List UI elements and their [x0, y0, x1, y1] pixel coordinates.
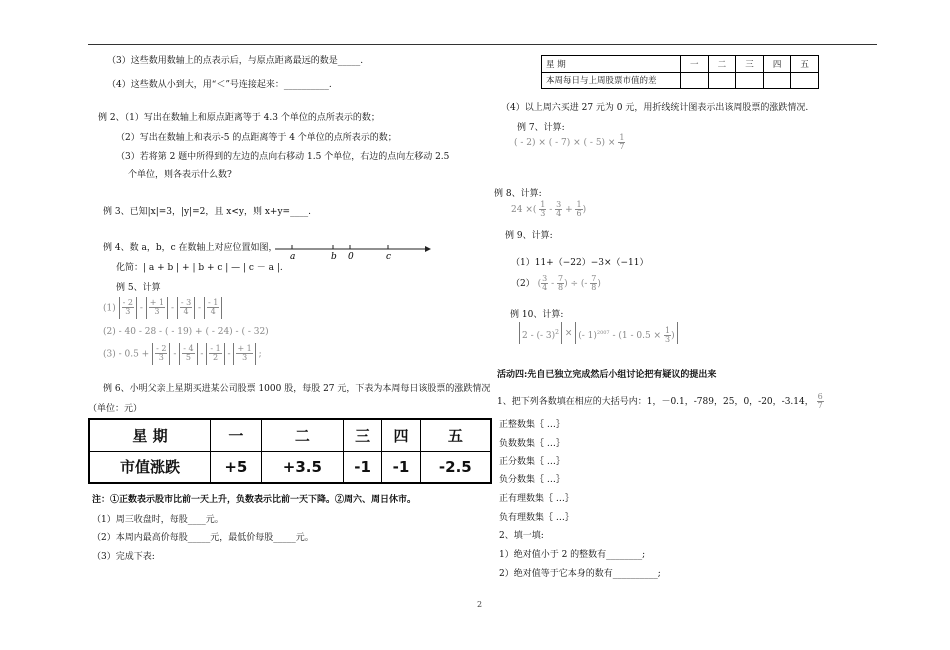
example-2-part-1: 例 2、（1）写出在数轴上和原点距离等于 4.3 个单位的点所表示的数；: [98, 113, 380, 123]
numline-label-b: b: [331, 252, 337, 262]
example-4-simplify: 化简：| a + b | + | b + c | — | c － a |.: [116, 263, 283, 273]
example-7: 例 7、计算:: [517, 123, 565, 133]
expr-3-prefix: (3) - 0.5 +: [103, 349, 150, 360]
table-cell: 市值涨跌: [89, 451, 211, 483]
set-negative-fractions: 负分数集｛ …｝: [499, 475, 565, 485]
table-cell: 二: [708, 56, 736, 73]
table-cell: 四: [763, 56, 791, 73]
example-4: 例 4、数 a，b，c 在数轴上对应位置如图，: [103, 243, 278, 253]
stock-change-table: [88, 418, 492, 484]
header-rule: [88, 44, 877, 45]
stock-question-1: （1）周三收盘时，每股____元。: [92, 515, 224, 525]
example-5: 例 5、计算: [116, 283, 161, 293]
expr-8-prefix: 24 ×(: [511, 205, 537, 215]
example-5-expr-3: (3) - 0.5 + $\frac{- 2}{3}$ - $\frac{- 4}{5}$ - $\frac{- 1}{2}$ - $\frac{+ 1}{3}$ ;: [103, 343, 262, 365]
table-cell: 二: [261, 419, 343, 451]
example-5-expr-1: (1) $\frac{- 2}{3}$ - $\frac{+ 1}{3}$ - $\frac{- 3}{4}$ - $\frac{- 1}{4}$: [103, 297, 222, 319]
problem-1-text: 1、把下列各数填在相应的大括号内：1，－0.1，-789，25，0，-20，-3.14，: [497, 397, 814, 407]
table-cell: [791, 72, 819, 89]
table-cell: 三: [343, 419, 381, 451]
table-cell: +3.5: [261, 451, 343, 483]
question-4: （4）这些数从小到大，用“＜”号连接起来：__________.: [107, 80, 332, 90]
example-2-part-2: （2）写出在数轴上和表示-5 的点距离等于 4 个单位的点所表示的数；: [116, 133, 397, 143]
problem-2-part-1: 1）绝对值小于 2 的整数有________;: [499, 550, 646, 560]
set-negative-rationals: 负有理数集｛ …｝: [499, 513, 574, 523]
problem-1: 1、把下列各数填在相应的大括号内：1，－0.1，-789，25，0，-20，-3.14， $\frac{6}{7}$: [497, 392, 823, 410]
table-row: [542, 72, 819, 89]
table-cell: [763, 72, 791, 89]
table-cell: +5: [211, 451, 262, 483]
set-positive-fractions: 正分数集｛ …｝: [499, 457, 565, 467]
page-number: 2: [477, 600, 483, 609]
example-10-expr: 2 - (- 3)$^2$ × (- 1)$^{2007}$ - (1 - 0.5 × $\frac{1}{3}$ ): [519, 322, 678, 344]
expr-9-2-prefix: （2）: [511, 279, 535, 289]
example-5-expr-2: (2) - 40 - 28 - ( - 19) + ( - 24) - ( - 32): [103, 327, 269, 337]
example-6-line-1: 例 6、小明父亲上星期买进某公司股票 1000 股，每股 27 元，下表为本周每日该股票的涨跌情况: [103, 384, 491, 394]
example-6-unit: （单位：元）: [88, 404, 143, 414]
table-cell: [708, 72, 736, 89]
weekly-difference-table: [541, 55, 819, 89]
table-cell: -1: [382, 451, 420, 483]
table-header-row: [89, 419, 491, 451]
expr-7-body: ( - 2) × ( - 7) × ( - 5) ×: [514, 138, 616, 148]
table-cell: 四: [382, 419, 420, 451]
stock-question-4: （4）以上周六买进 27 元为 0 元，用折线统计图表示出该周股票的涨跌情况.: [501, 103, 809, 113]
table-cell: 三: [736, 56, 764, 73]
example-9-part-1: （1）11+（−22）−3×（−11）: [511, 258, 649, 268]
expr-1-prefix: (1): [103, 303, 116, 314]
example-2-part-3a: （3）若将第 2 题中所得到的左边的点向右移动 1.5 个单位，右边的点向左移动 2.5: [116, 152, 450, 162]
example-8-expr: 24 ×( $\frac{1}{3}$ - $\frac{3}{4}$ + $\frac{1}{6}$ ): [511, 200, 587, 218]
number-line-diagram: [275, 240, 435, 270]
table-cell: 星 期: [89, 419, 211, 451]
table-cell: 五: [420, 419, 491, 451]
activity-4-heading: 活动四:先自已独立完成然后小组讨论把有疑议的提出来: [497, 370, 717, 380]
stock-question-2: （2）本周内最高价每股_____元，最低价每股_____元。: [92, 533, 314, 543]
set-positive-rationals: 正有理数集｛ …｝: [499, 494, 574, 504]
example-9: 例 9、计算:: [505, 231, 553, 241]
table-cell: -2.5: [420, 451, 491, 483]
table-cell: 五: [791, 56, 819, 73]
table-cell: [736, 72, 764, 89]
set-positive-integers: 正整数集｛ …｝: [499, 420, 565, 430]
table-cell: 星 期: [542, 56, 681, 73]
table-header-row: [542, 56, 819, 73]
table-cell: [681, 72, 709, 89]
problem-2-part-2: 2）绝对值等于它本身的数有__________;: [499, 569, 661, 579]
example-9-part-2: （2） ( $\frac{3}{4}$ - $\frac{7}{8}$ ) ÷ (- $\frac{7}{8}$ ): [511, 274, 601, 292]
numline-label-0: 0: [348, 252, 354, 262]
numline-label-a: a: [290, 252, 296, 262]
example-3: 例 3、已知|x|=3，|y|=2，且 x<y，则 x+y=____.: [103, 207, 311, 217]
table-cell: -1: [343, 451, 381, 483]
table-cell: 一: [681, 56, 709, 73]
table-cell: 本周每日与上周股票市值的差: [542, 72, 681, 89]
example-10: 例 10、计算:: [510, 310, 564, 320]
table-cell: 一: [211, 419, 262, 451]
example-8: 例 8、计算:: [494, 189, 542, 199]
table-row: [89, 451, 491, 483]
example-2-part-3b: 个单位，则各表示什么数?: [128, 170, 232, 180]
stock-question-3: （3）完成下表:: [92, 552, 155, 562]
problem-2: 2、填一填:: [499, 531, 544, 541]
example-7-expr: ( - 2) × ( - 7) × ( - 5) × $\frac{1}{7}$: [514, 133, 625, 151]
set-negative-numbers: 负数数集｛ …｝: [499, 439, 565, 449]
numline-label-c: c: [386, 252, 392, 262]
question-3: （3）这些数用数轴上的点表示后，与原点距离最远的数是_____.: [107, 56, 364, 66]
table-note: 注：①正数表示股市比前一天上升，负数表示比前一天下降。②周六、周日休市。: [92, 495, 417, 505]
